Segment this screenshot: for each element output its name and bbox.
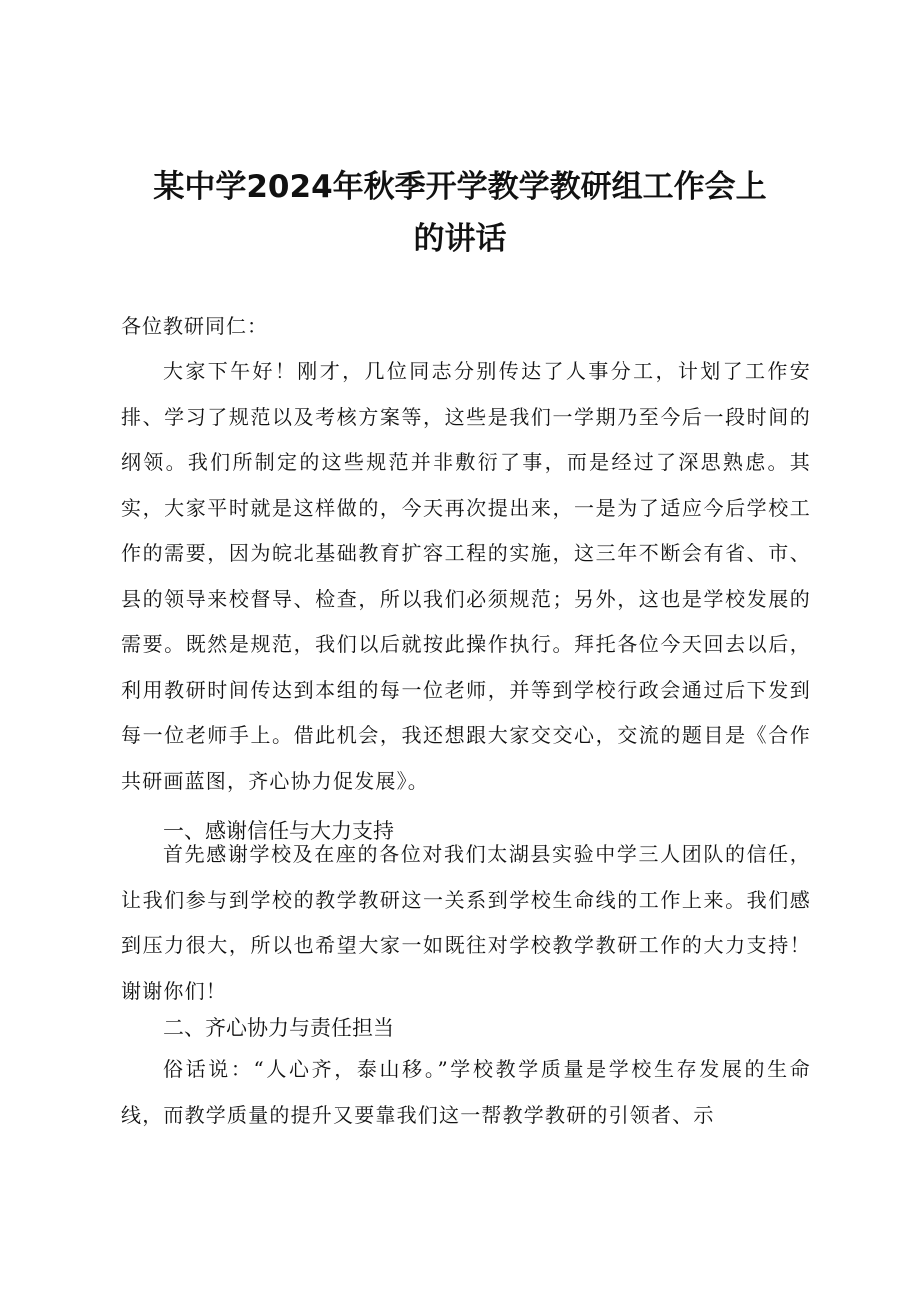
body-paragraph: 俗话说：“人心齐，泰山移。”学校教学质量是学校生存发展的生命线，而教学质量的提升又要靠我们这一帮教学教研的引领者、示 [121,1057,811,1127]
document-title [110,161,810,265]
title-line-1: 某中学2024年秋季开学教学教研组工作会上 [153,169,767,205]
section-heading-1: 一、感谢信任与大力支持 [163,819,394,843]
body-paragraph: 首先感谢学校及在座的各位对我们太湖县实验中学三人团队的信任，让我们参与到学校的教学教研这一关系到学校生命线的工作上来。我们感到压力很大，所以也希望大家一如既往对学校教学教研工作的大力支持！谢谢你们！ [121,842,811,1003]
title-line-2: 的讲话 [413,221,507,257]
salutation: 各位教研同仁： [121,314,268,338]
body-paragraph-2-block [121,826,811,1014]
body-paragraph: 大家下午好！刚才，几位同志分别传达了人事分工，计划了工作安排、学习了规范以及考核方案等，这些是我们一学期乃至今后一段时间的纲领。我们所制定的这些规范并非敷衍了事，而是经过了深思熟虑。其实，大家平时就是这样做的，今天再次提出来，一是为了适应今后学校工作的需要，因为皖北基础教育扩容工程的实施，这三年不断会有省、市、县的领导来校督导、检查，所以我们必须规范；另外，这也是学校发展的需要。既然是规范，我们以后就按此操作执行。拜托各位今天回去以后，利用教研时间传达到本组的每一位老师，并等到学校行政会通过后下发到每一位老师手上。借此机会，我还想跟大家交交心，交流的题目是《合作共研画蓝图，齐心协力促发展》。 [121,359,811,793]
body-paragraph-3-block [121,1047,811,1138]
body-paragraph-1-block [121,349,811,804]
section-heading-2: 二、齐心协力与责任担当 [163,1016,394,1040]
